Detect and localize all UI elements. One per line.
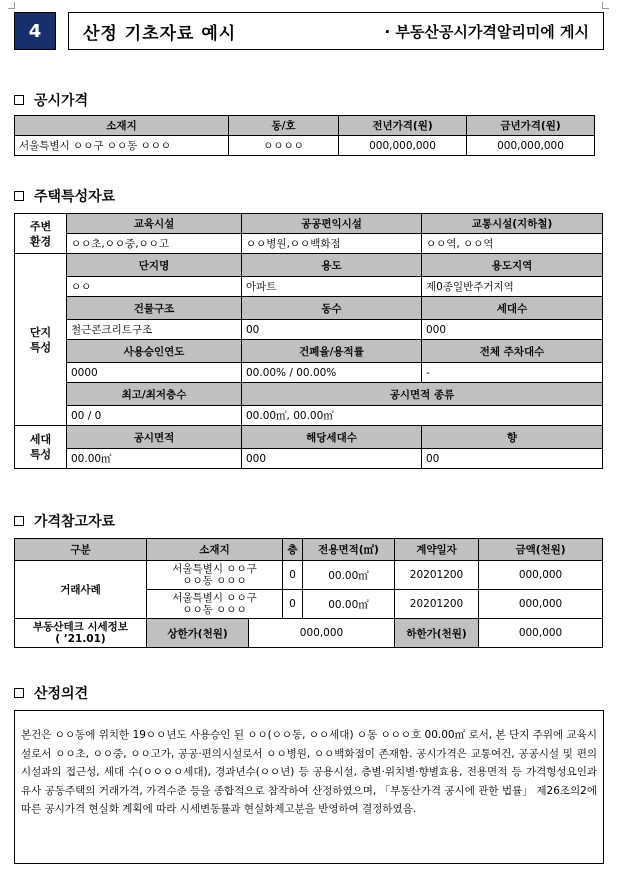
lower-price-label: 하한가(천원) bbox=[395, 619, 479, 648]
table-row bbox=[15, 234, 603, 254]
header-cell: 최고/최저층수 bbox=[67, 383, 242, 406]
header-cell: 교육시설 bbox=[67, 214, 242, 234]
header-cell: 공시면적 종류 bbox=[242, 383, 603, 406]
table-row bbox=[15, 277, 603, 297]
area-cell: 00.00㎡ bbox=[303, 590, 395, 619]
header-cell: 전용면적(㎡) bbox=[303, 539, 395, 561]
value-cell: 00.00㎡, 00.00㎡ bbox=[242, 406, 603, 426]
lower-price-value: 000,000 bbox=[479, 619, 603, 648]
value-cell: ㅇㅇ bbox=[67, 277, 242, 297]
header-cell: 전체 주차대수 bbox=[422, 340, 603, 363]
table-header-row bbox=[15, 539, 603, 561]
official-price-table bbox=[14, 115, 595, 156]
header-cell: 구분 bbox=[15, 539, 147, 561]
date-cell: 20201200 bbox=[395, 590, 479, 619]
opinion-text: 본건은 ㅇㅇ동에 위치한 19ㅇㅇ년도 사용승인 된 ㅇㅇ(ㅇㅇ동, ㅇㅇ세대) ㅇ동 ㅇㅇㅇ호 00.00㎡ 로서, 본 단지 주위에 교육시설로서 ㅇㅇ초, ㅇㅇ중, ㅇㅇ고가, 공공·편의시설로서 ㅇㅇ병원, ㅇㅇ백화점이 존재함. 공시가격은 교통여건, 공공시설 및 편의시설과의 접근성, 세대 수(ㅇㅇㅇㅇ세대), 경과년수(ㅇㅇ년) 등 공용시설, 층별·위치별·향별효용, 전용면적 등 가격형성요인과 유사 공동주택의 거래가격, 가격수준 등을 종합적으로 참작하여 산정하였으며, 「부동산가격 공시에 관한 법률」 제26조의2에 따른 공시가격 현실화 계획에 따라 시세변동률과 현실화제고분을 반영하여 결정하였음. bbox=[21, 729, 597, 816]
unit-cell: ㅇㅇㅇㅇ bbox=[229, 136, 339, 156]
table-row bbox=[15, 561, 603, 590]
amount-cell: 000,000 bbox=[479, 561, 603, 590]
address-line: 서울특별시 ㅇㅇ구 bbox=[172, 592, 257, 604]
value-cell: ㅇㅇ역, ㅇㅇ역 bbox=[422, 234, 603, 254]
header-cell: 사용승인연도 bbox=[67, 340, 242, 363]
housing-table bbox=[14, 213, 603, 469]
area-cell: 00.00㎡ bbox=[303, 561, 395, 590]
header-cell: 용도 bbox=[242, 254, 422, 277]
corner-mark bbox=[602, 2, 609, 9]
header-cell: 공공편익시설 bbox=[242, 214, 422, 234]
header-cell: 계약일자 bbox=[395, 539, 479, 561]
section-heading-housing bbox=[14, 186, 115, 206]
market-label-line: ( ’21.01) bbox=[55, 633, 106, 645]
header-cell: 세대수 bbox=[422, 297, 603, 320]
table-row bbox=[15, 619, 603, 648]
side-label-line: 환경 bbox=[29, 234, 52, 248]
value-cell: 00 bbox=[422, 449, 603, 469]
value-cell: 철근콘크리트구조 bbox=[67, 320, 242, 340]
section-number-badge bbox=[14, 12, 56, 50]
complex-label bbox=[15, 254, 67, 426]
value-cell: 00 / 0 bbox=[67, 406, 242, 426]
value-cell: ㅇㅇ초,ㅇㅇ중,ㅇㅇ고 bbox=[67, 234, 242, 254]
section-heading-reference bbox=[14, 511, 115, 531]
header-cell: 층 bbox=[283, 539, 303, 561]
value-cell: 00 bbox=[242, 320, 422, 340]
section-heading-official-price bbox=[14, 90, 88, 110]
unit-label bbox=[15, 426, 67, 469]
section-number: 4 bbox=[28, 20, 42, 42]
opinion-box bbox=[14, 710, 604, 864]
address-line: ㅇㅇ동 ㅇㅇㅇ bbox=[182, 575, 247, 587]
address-cell: 서울특별시 ㅇㅇ구 ㅇㅇ동 ㅇㅇㅇ bbox=[15, 136, 229, 156]
header-cell: 용도지역 bbox=[422, 254, 603, 277]
upper-price-label: 상한가(천원) bbox=[147, 619, 249, 648]
side-label-line: 주변 bbox=[29, 219, 52, 233]
address-line: 서울특별시 ㅇㅇ구 bbox=[172, 563, 257, 575]
value-cell: ㅇㅇ병원,ㅇㅇ백화점 bbox=[242, 234, 422, 254]
value-cell: 000 bbox=[242, 449, 422, 469]
table-row bbox=[15, 136, 595, 156]
date-cell: 20201200 bbox=[395, 561, 479, 590]
value-cell: 00.00㎡ bbox=[67, 449, 242, 469]
table-row bbox=[15, 406, 603, 426]
value-cell: - bbox=[422, 363, 603, 383]
upper-price-value: 000,000 bbox=[249, 619, 395, 648]
checkbox-icon bbox=[14, 516, 24, 526]
address-cell bbox=[147, 561, 283, 590]
reference-table bbox=[14, 538, 603, 648]
floor-cell: 0 bbox=[283, 561, 303, 590]
corner-mark bbox=[8, 2, 15, 9]
header-cell: 금액(천원) bbox=[479, 539, 603, 561]
header-cell: 전년가격(원) bbox=[339, 116, 467, 136]
header-cell: 동/호 bbox=[229, 116, 339, 136]
section-title: 산정의견 bbox=[34, 686, 89, 702]
header-cell: 소재지 bbox=[147, 539, 283, 561]
checkbox-icon bbox=[14, 191, 24, 201]
market-label bbox=[15, 619, 147, 648]
checkbox-icon bbox=[14, 688, 24, 698]
table-header-row bbox=[15, 116, 595, 136]
header-cell: 공시면적 bbox=[67, 426, 242, 449]
value-cell: 000 bbox=[422, 320, 603, 340]
checkbox-icon bbox=[14, 95, 24, 105]
page-title: 산정 기초자료 예시 bbox=[83, 23, 237, 44]
side-label-line: 특성 bbox=[29, 448, 52, 461]
prev-price-cell: 000,000,000 bbox=[339, 136, 467, 156]
section-title: 주택특성자료 bbox=[34, 189, 116, 205]
section-title: 가격참고자료 bbox=[34, 514, 116, 530]
table-row bbox=[15, 320, 603, 340]
value-cell: 제0종일반주거지역 bbox=[422, 277, 603, 297]
side-label-line: 단지 bbox=[29, 325, 52, 339]
value-cell: 0000 bbox=[67, 363, 242, 383]
header-cell: 건폐율/용적률 bbox=[242, 340, 422, 363]
section-heading-opinion bbox=[14, 683, 88, 703]
table-row bbox=[15, 363, 603, 383]
table-row bbox=[15, 449, 603, 469]
header-cell: 향 bbox=[422, 426, 603, 449]
value-cell: 00.00% / 00.00% bbox=[242, 363, 422, 383]
header-cell: 해당세대수 bbox=[242, 426, 422, 449]
header-cell: 금년가격(원) bbox=[467, 116, 595, 136]
side-label-line: 세대 bbox=[29, 433, 52, 446]
surround-label bbox=[15, 214, 67, 254]
header-note: · 부동산공시가격알리미에 게시 bbox=[384, 22, 589, 41]
section-title: 공시가격 bbox=[34, 93, 89, 109]
address-cell bbox=[147, 590, 283, 619]
value-cell: 아파트 bbox=[242, 277, 422, 297]
header-cell: 단지명 bbox=[67, 254, 242, 277]
header-cell: 건물구조 bbox=[67, 297, 242, 320]
market-label-line: 부동산테크 시세정보 bbox=[33, 621, 128, 633]
header-box bbox=[68, 12, 604, 50]
header-cell: 교통시설(지하철) bbox=[422, 214, 603, 234]
curr-price-cell: 000,000,000 bbox=[467, 136, 595, 156]
side-label-line: 특성 bbox=[29, 340, 52, 354]
floor-cell: 0 bbox=[283, 590, 303, 619]
header-cell: 동수 bbox=[242, 297, 422, 320]
amount-cell: 000,000 bbox=[479, 590, 603, 619]
header-cell: 소재지 bbox=[15, 116, 229, 136]
trade-label: 거래사례 bbox=[15, 561, 147, 619]
address-line: ㅇㅇ동 ㅇㅇㅇ bbox=[182, 604, 247, 616]
